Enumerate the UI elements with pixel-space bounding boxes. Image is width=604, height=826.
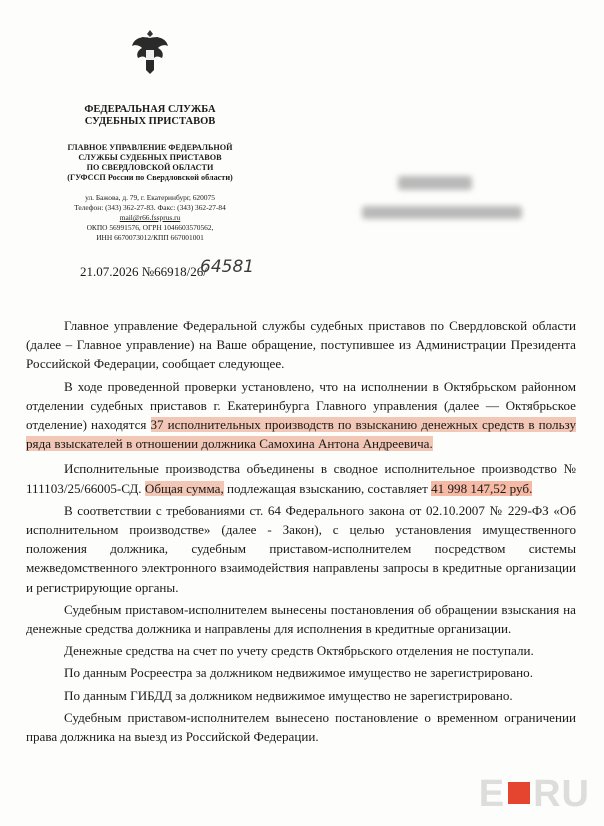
paragraph: В соответствии с требованиями ст. 64 Федерального закона от 02.10.2007 № 229-ФЗ «Об исполнительном производстве» (далее - Закон), с целью установления имущественного положения должника, судебным приставом-исполнителем посредством системы межведомственного электронного взаимодействия направлены запросы в кредитные организации и регистрирующие органы. — [26, 502, 576, 595]
redacted-recipient-address — [362, 206, 522, 219]
paragraph: Исполнительные производства объединены в сводное исполнительное производство № 111103/25/66005-СД. Общая сумма, подлежащая взысканию, составляет 41 998 147,52 руб. — [26, 461, 576, 496]
letter-date-number: 21.07.2026 №66918/26/ — [80, 264, 207, 279]
watermark-box — [508, 782, 530, 804]
redacted-recipient-name — [398, 176, 472, 190]
department-name: ГЛАВНОЕ УПРАВЛЕНИЕ ФЕДЕРАЛЬНОЙ СЛУЖБЫ СУДЕБНЫХ ПРИСТАВОВ ПО СВЕРДЛОВСКОЙ ОБЛАСТИ (ГУФССП России по Свердловской области) — [67, 143, 233, 182]
paragraph: Судебным приставом-исполнителем вынесено постановление о временном ограничении права должника на выезд из Российской Федерации. — [26, 709, 576, 745]
highlight: Общая сумма, — [144, 480, 224, 496]
paragraph: Главное управление Федеральной службы судебных приставов по Свердловской области (далее – Главное управление) на Ваше обращение, поступившее из Администрации Президента Российской Федерации, сообщает следующее. — [26, 318, 576, 372]
paragraph: Денежные средства на счет по учету средств Октябрьского отделения не поступали. — [64, 643, 534, 659]
coat-of-arms-emblem — [128, 26, 172, 78]
contact-block: ул. Бажова, д. 79, г. Екатеринбург, 620075 Телефон: (343) 362-27-83. Факс: (343) 362-27-84 mail@r66.fssprus.ru ОКПО 56991576, ОГРН 1046603570562, ИНН 6670073012/КПП 667001001 — [74, 193, 226, 242]
paragraph: Судебным приставом-исполнителем вынесены постановления об обращении взыскания на денежные средства должника и направлены для исполнения в кредитные организации. — [26, 601, 576, 637]
letter-body — [26, 316, 576, 749]
agency-name: ФЕДЕРАЛЬНАЯ СЛУЖБА СУДЕБНЫХ ПРИСТАВОВ — [84, 104, 216, 127]
e1-watermark: E RU — [478, 773, 590, 815]
highlight: 37 исполнительных производств по взысканию денежных средств в пользу ряда взыскателей в отношении должника Самохина Антона Андреевича. — [26, 417, 576, 452]
handwritten-number: 64581 — [200, 257, 255, 277]
paragraph: По данным ГИБДД за должником недвижимое имущество не зарегистрировано. — [64, 687, 513, 703]
highlight: 41 998 147,52 руб. — [431, 480, 533, 496]
paragraph: По данным Росреестра за должником недвижимое имущество не зарегистрировано. — [64, 665, 533, 681]
paragraph: В ходе проведенной проверки установлено, что на исполнении в Октябрьском районном отделении судебных приставов г. Екатеринбурга Главного управления (далее — Октябрьское отделение) находятся 37 исполнительных производств по взысканию денежных средств в пользу ряда взыскателей в отношении должника Самохина Антона Андреевича. — [26, 378, 576, 452]
